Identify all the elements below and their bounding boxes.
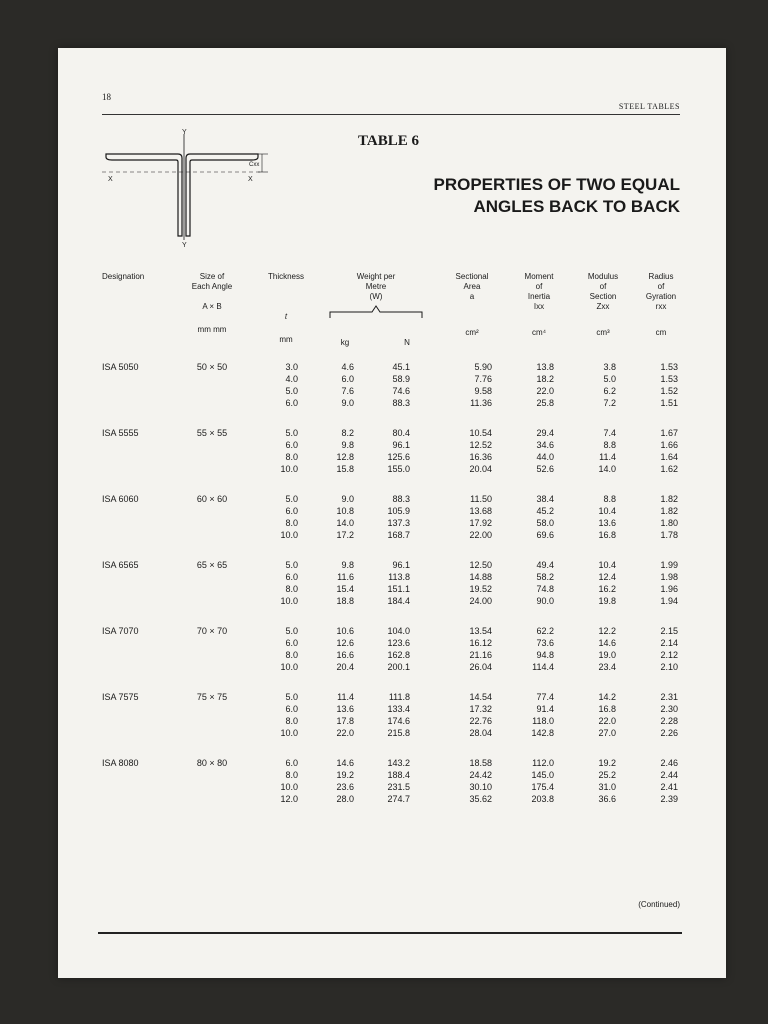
col-area-unit: cm² [465, 328, 479, 337]
table-cell: 203.8 [531, 794, 554, 804]
table-cell: 125.6 [387, 452, 410, 462]
col-radius-header [636, 272, 686, 338]
table-cell: 16.36 [469, 452, 492, 462]
table-cell: 24.00 [469, 596, 492, 606]
table-cell: 10.0 [280, 464, 298, 474]
table-cell: 11.4 [599, 452, 616, 462]
table-cell: 215.8 [387, 728, 410, 738]
table-cell: 9.58 [474, 386, 492, 396]
table-cell: 10.0 [280, 728, 298, 738]
row-angle-size: 80 × 80 [196, 758, 228, 768]
running-head: STEEL TABLES [618, 102, 680, 111]
table-cell: 8.0 [285, 716, 298, 726]
table-cell: 96.1 [392, 440, 410, 450]
table-cell: 16.6 [336, 650, 354, 660]
table-cell: 1.53 [660, 362, 678, 372]
table-cell: 12.6 [336, 638, 354, 648]
col-modulus-line3: Section [589, 292, 617, 301]
col-weight-n-unit: N [404, 338, 410, 347]
table-cell: 6.0 [285, 758, 298, 768]
table-cell: 10.54 [469, 428, 492, 438]
row-designation: ISA 7070 [102, 626, 139, 636]
table-cell: 12.8 [336, 452, 354, 462]
table-cell: 27.0 [598, 728, 616, 738]
col-moment-symbol: Ixx [533, 302, 545, 311]
col-weight-kg-unit: kg [340, 338, 350, 347]
row-designation: ISA 5050 [102, 362, 139, 372]
table-cell: 5.0 [285, 560, 298, 570]
table-cell: 1.64 [660, 452, 678, 462]
table-cell: 6.0 [285, 398, 298, 408]
table-cell: 10.8 [336, 506, 354, 516]
table-cell: 13.8 [536, 362, 554, 372]
table-cell: 88.3 [392, 494, 410, 504]
table-cell: 1.82 [660, 494, 678, 504]
table-cell: 19.52 [469, 584, 492, 594]
table-cell: 6.0 [285, 440, 298, 450]
table-cell: 17.92 [469, 518, 492, 528]
table-cell: 96.1 [392, 560, 410, 570]
table-cell: 8.8 [603, 494, 616, 504]
table-cell: 123.6 [387, 638, 410, 648]
table-cell: 151.1 [387, 584, 410, 594]
table-cell: 88.3 [392, 398, 410, 408]
table-cell: 2.31 [660, 692, 678, 702]
row-designation: ISA 7575 [102, 692, 139, 702]
table-cell: 69.6 [536, 530, 554, 540]
table-cell: 137.3 [387, 518, 410, 528]
table-cell: 3.8 [603, 362, 616, 372]
col-thickness-line1: Thickness [267, 272, 304, 281]
table-cell: 1.67 [660, 428, 678, 438]
col-area-symbol: a [469, 292, 475, 301]
table-cell: 5.0 [285, 626, 298, 636]
table-cell: 3.0 [285, 362, 298, 372]
row-designation: ISA 5555 [102, 428, 139, 438]
table-cell: 17.2 [336, 530, 354, 540]
row-angle-size: 70 × 70 [196, 626, 228, 636]
table-cell: 18.8 [336, 596, 354, 606]
table-cell: 145.0 [531, 770, 554, 780]
table-cell: 74.6 [392, 386, 410, 396]
col-size-line2: Each Angle [191, 282, 233, 291]
table-cell: 1.51 [660, 398, 678, 408]
table-cell: 13.54 [469, 626, 492, 636]
table-cell: 1.62 [660, 464, 678, 474]
table-cell: 12.50 [469, 560, 492, 570]
table-cell: 162.8 [387, 650, 410, 660]
table-cell: 45.1 [392, 362, 410, 372]
table-cell: 1.98 [660, 572, 678, 582]
table-cell: 8.2 [341, 428, 354, 438]
table-cell: 28.04 [469, 728, 492, 738]
table-cell: 28.0 [336, 794, 354, 804]
row-designation: ISA 6565 [102, 560, 139, 570]
table-cell: 52.6 [536, 464, 554, 474]
col-moment-line1: Moment [524, 272, 554, 281]
table-cell: 11.6 [337, 572, 354, 582]
table-cell: 184.4 [387, 596, 410, 606]
table-cell: 17.32 [469, 704, 492, 714]
col-size-symbol: A × B [202, 302, 222, 311]
table-cell: 10.0 [280, 596, 298, 606]
table-cell: 8.0 [285, 452, 298, 462]
page [58, 48, 726, 978]
table-cell: 5.0 [285, 428, 298, 438]
table-cell: 19.2 [336, 770, 354, 780]
table-cell: 6.0 [285, 638, 298, 648]
table-cell: 1.94 [660, 596, 678, 606]
table-cell: 155.0 [387, 464, 410, 474]
table-cell: 112.0 [532, 758, 554, 768]
col-area-line1: Sectional [455, 272, 489, 281]
table-cell: 13.68 [469, 506, 492, 516]
table-cell: 30.10 [469, 782, 492, 792]
table-cell: 20.04 [469, 464, 492, 474]
table-cell: 58.9 [392, 374, 410, 384]
table-cell: 8.0 [285, 584, 298, 594]
table-cell: 58.2 [536, 572, 554, 582]
table-cell: 13.6 [336, 704, 354, 714]
table-cell: 2.39 [660, 794, 678, 804]
table-cell: 10.4 [598, 506, 616, 516]
table-cell: 22.0 [598, 716, 616, 726]
table-cell: 6.0 [341, 374, 354, 384]
col-thickness-unit: mm [279, 335, 293, 344]
table-title-line-2: ANGLES BACK TO BACK [473, 197, 680, 216]
table-cell: 23.4 [598, 662, 616, 672]
col-weight-symbol: (W) [369, 292, 383, 301]
table-cell: 80.4 [392, 428, 410, 438]
col-weight-line1: Weight per [356, 272, 396, 281]
table-cell: 34.6 [536, 440, 554, 450]
table-cell: 90.0 [536, 596, 554, 606]
table-cell: 1.66 [660, 440, 678, 450]
table-cell: 7.4 [603, 428, 616, 438]
table-cell: 21.16 [469, 650, 492, 660]
table-cell: 19.8 [598, 596, 616, 606]
table-cell: 114.4 [532, 662, 554, 672]
col-moment-unit: cm⁴ [531, 328, 547, 337]
table-cell: 26.04 [469, 662, 492, 672]
table-cell: 15.8 [336, 464, 354, 474]
table-cell: 7.6 [341, 386, 354, 396]
col-radius-line1: Radius [648, 272, 674, 281]
col-size-line1: Size of [199, 272, 225, 281]
table-cell: 35.62 [469, 794, 492, 804]
table-cell: 1.80 [660, 518, 678, 528]
table-cell: 6.2 [603, 386, 616, 396]
table-cell: 9.8 [341, 440, 354, 450]
col-modulus-header [578, 272, 628, 338]
table-cell: 12.0 [280, 794, 298, 804]
table-cell: 8.8 [603, 440, 616, 450]
table-cell: 10.0 [280, 662, 298, 672]
table-cell: 10.6 [336, 626, 354, 636]
col-modulus-line1: Modulus [587, 272, 619, 281]
table-cell: 142.8 [531, 728, 554, 738]
table-cell: 7.2 [603, 398, 616, 408]
table-cell: 74.8 [536, 584, 554, 594]
page-number: 18 [102, 92, 111, 102]
table-cell: 1.53 [660, 374, 678, 384]
table-cell: 175.4 [531, 782, 554, 792]
table-cell: 25.8 [536, 398, 554, 408]
table-cell: 2.44 [660, 770, 678, 780]
table-cell: 14.0 [598, 464, 616, 474]
table-cell: 14.6 [598, 638, 616, 648]
table-cell: 111.8 [388, 692, 410, 702]
table-cell: 6.0 [285, 572, 298, 582]
row-angle-size: 60 × 60 [196, 494, 228, 504]
table-cell: 5.0 [285, 386, 298, 396]
row-angle-size: 75 × 75 [196, 692, 228, 702]
table-title [433, 174, 680, 218]
table-cell: 11.4 [337, 692, 354, 702]
table-cell: 10.0 [280, 530, 298, 540]
row-designation: ISA 8080 [102, 758, 139, 768]
col-modulus-line2: of [599, 282, 607, 291]
table-cell: 7.76 [474, 374, 492, 384]
table-cell: 133.4 [387, 704, 410, 714]
y-axis-label-bottom: Y [182, 242, 187, 248]
table-cell: 73.6 [536, 638, 554, 648]
row-angle-size: 55 × 55 [196, 428, 228, 438]
table-cell: 2.26 [660, 728, 678, 738]
table-cell: 14.0 [336, 518, 354, 528]
table-cell: 2.41 [660, 782, 678, 792]
col-thickness-symbol: t [284, 312, 288, 321]
angle-section-diagram [102, 128, 272, 248]
col-thickness-header [258, 272, 314, 345]
table-cell: 94.8 [536, 650, 554, 660]
col-size-unit: mm mm [197, 325, 227, 334]
table-cell: 200.1 [387, 662, 410, 672]
table-cell: 12.52 [469, 440, 492, 450]
top-rule [102, 114, 680, 115]
table-cell: 22.0 [336, 728, 354, 738]
table-cell: 8.0 [285, 518, 298, 528]
table-cell: 14.54 [469, 692, 492, 702]
table-cell: 13.6 [598, 518, 616, 528]
col-radius-unit: cm [655, 328, 667, 337]
table-cell: 38.4 [536, 494, 554, 504]
table-cell: 18.2 [536, 374, 554, 384]
x-axis-label-left: X [108, 176, 113, 183]
table-cell: 2.46 [660, 758, 678, 768]
col-area-header [442, 272, 502, 338]
table-cell: 5.90 [474, 362, 492, 372]
table-cell: 10.0 [280, 782, 298, 792]
col-designation-header: Designation [102, 272, 145, 281]
x-axis-label-right: X [248, 176, 253, 183]
table-cell: 10.4 [598, 560, 616, 570]
table-cell: 5.0 [285, 494, 298, 504]
col-modulus-symbol: Zxx [596, 302, 610, 311]
table-cell: 15.4 [336, 584, 354, 594]
table-cell: 16.2 [598, 584, 616, 594]
table-cell: 14.6 [336, 758, 354, 768]
table-cell: 2.30 [660, 704, 678, 714]
col-radius-line3: Gyration [645, 292, 677, 301]
col-weight-line2: Metre [365, 282, 387, 291]
table-number: TABLE 6 [358, 133, 419, 149]
table-cell: 274.7 [387, 794, 410, 804]
col-modulus-unit: cm³ [596, 328, 610, 337]
table-cell: 1.96 [660, 584, 678, 594]
table-cell: 9.0 [341, 494, 354, 504]
weight-brace [328, 304, 424, 320]
table-cell: 168.7 [387, 530, 410, 540]
table-cell: 14.2 [598, 692, 616, 702]
table-cell: 16.8 [598, 704, 616, 714]
table-cell: 118.0 [532, 716, 554, 726]
table-cell: 16.12 [469, 638, 492, 648]
table-cell: 2.15 [660, 626, 678, 636]
table-cell: 29.4 [536, 428, 554, 438]
table-cell: 6.0 [285, 704, 298, 714]
table-cell: 1.52 [660, 386, 678, 396]
table-cell: 25.2 [598, 770, 616, 780]
row-designation: ISA 6060 [102, 494, 139, 504]
table-cell: 2.28 [660, 716, 678, 726]
table-cell: 17.8 [336, 716, 354, 726]
col-moment-line3: Inertia [527, 292, 551, 301]
table-cell: 9.8 [341, 560, 354, 570]
col-moment-line2: of [535, 282, 543, 291]
col-radius-line2: of [657, 282, 665, 291]
table-cell: 22.76 [469, 716, 492, 726]
table-cell: 5.0 [603, 374, 616, 384]
table-cell: 6.0 [285, 506, 298, 516]
col-weight-header [330, 272, 422, 302]
table-cell: 62.2 [536, 626, 554, 636]
cxx-label: Cxx [249, 162, 260, 168]
table-cell: 143.2 [387, 758, 410, 768]
table-cell: 231.5 [387, 782, 410, 792]
table-cell: 91.4 [536, 704, 554, 714]
table-cell: 113.8 [388, 572, 410, 582]
table-cell: 77.4 [536, 692, 554, 702]
row-angle-size: 50 × 50 [196, 362, 228, 372]
table-cell: 23.6 [336, 782, 354, 792]
y-axis-label-top: Y [182, 129, 187, 136]
table-cell: 4.6 [341, 362, 354, 372]
col-area-line2: Area [463, 282, 481, 291]
table-cell: 36.6 [598, 794, 616, 804]
table-cell: 24.42 [469, 770, 492, 780]
col-size-header [182, 272, 242, 335]
table-cell: 45.2 [536, 506, 554, 516]
bottom-rule [98, 932, 682, 934]
table-cell: 12.4 [598, 572, 616, 582]
table-cell: 58.0 [536, 518, 554, 528]
col-radius-symbol: rxx [655, 302, 667, 311]
table-cell: 49.4 [536, 560, 554, 570]
table-cell: 19.2 [598, 758, 616, 768]
table-cell: 19.0 [598, 650, 616, 660]
table-cell: 1.78 [660, 530, 678, 540]
table-cell: 104.0 [387, 626, 410, 636]
table-cell: 11.36 [470, 398, 492, 408]
table-cell: 22.00 [469, 530, 492, 540]
table-cell: 14.88 [469, 572, 492, 582]
continued-note: (Continued) [638, 900, 680, 909]
table-cell: 18.58 [469, 758, 492, 768]
col-moment-header [514, 272, 564, 338]
table-cell: 5.0 [285, 692, 298, 702]
table-cell: 8.0 [285, 770, 298, 780]
table-cell: 31.0 [598, 782, 616, 792]
table-cell: 44.0 [536, 452, 554, 462]
table-cell: 16.8 [598, 530, 616, 540]
table-cell: 2.10 [660, 662, 678, 672]
table-cell: 11.50 [470, 494, 492, 504]
table-cell: 188.4 [387, 770, 410, 780]
table-cell: 2.12 [660, 650, 678, 660]
table-cell: 1.99 [660, 560, 678, 570]
table-cell: 1.82 [660, 506, 678, 516]
table-cell: 12.2 [598, 626, 616, 636]
table-cell: 105.9 [387, 506, 410, 516]
table-cell: 2.14 [660, 638, 678, 648]
table-cell: 9.0 [341, 398, 354, 408]
table-cell: 22.0 [536, 386, 554, 396]
table-cell: 8.0 [285, 650, 298, 660]
table-cell: 4.0 [285, 374, 298, 384]
row-angle-size: 65 × 65 [196, 560, 228, 570]
table-cell: 20.4 [336, 662, 354, 672]
table-title-line-1: PROPERTIES OF TWO EQUAL [433, 175, 680, 194]
table-cell: 174.6 [387, 716, 410, 726]
